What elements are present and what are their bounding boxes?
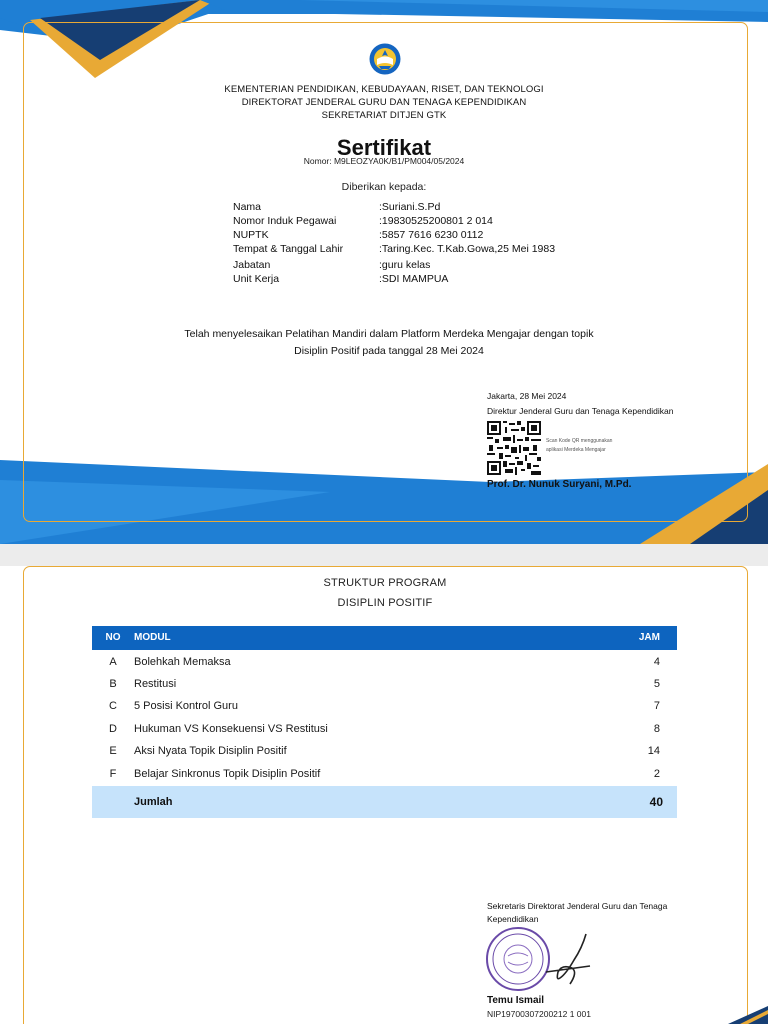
official-stamp-signature-icon [486,926,596,992]
field-label: NUPTK [233,229,269,241]
signer-name: Prof. Dr. Nunuk Suryani, M.Pd. [487,479,632,490]
field-value: :5857 7616 6230 0112 [379,229,484,241]
kemendikbud-logo-icon [369,43,401,75]
column-header-hours: JAM [638,632,660,643]
field-label: Tempat & Tanggal Lahir [233,243,344,255]
secretary-name: Temu Ismail [487,995,545,1006]
field-value: :Suriani.S.Pd [379,201,441,213]
certificate-number: Nomor: M9LEOZYA0K/B1/PM004/05/2024 [303,156,465,166]
total-hours: 40 [649,795,663,809]
program-subtitle: DISIPLIN POSITIF [337,597,433,609]
completion-text-line1: Telah menyelesaikan Pelatihan Mandiri dalam Platform Merdeka Mengajar dengan topik [184,328,594,340]
field-label: Jabatan [233,259,271,271]
field-value: :19830525200801 2 014 [379,215,493,227]
row-no: D [109,723,117,735]
corner-decoration [728,1006,768,1024]
row-module: Aksi Nyata Topik Disiplin Positif [134,745,287,757]
field-value: :Taring.Kec. T.Kab.Gowa,25 Mei 1983 [379,243,556,255]
signer-title: Direktur Jenderal Guru dan Tenaga Kependidikan [487,406,674,416]
row-module: Belajar Sinkronus Topik Disiplin Positif [134,768,321,780]
row-module: 5 Posisi Kontrol Guru [134,700,238,712]
row-hours: 7 [653,700,660,712]
row-no: F [109,768,117,780]
table-row [92,718,677,740]
qr-note-line2: aplikasi Merdeka Mengajar [546,447,606,453]
total-label: Jumlah [134,796,173,808]
field-label: Nama [233,201,262,213]
row-no: B [109,678,117,690]
row-hours: 8 [653,723,660,735]
field-value: :SDI MAMPUA [379,273,449,285]
secretariat-name: SEKRETARIAT DITJEN GTK [321,110,447,121]
table-row [92,673,677,695]
column-header-no: NO [105,632,121,643]
table-row [92,695,677,717]
program-structure-page [0,566,768,1024]
column-header-module: MODUL [134,632,171,643]
table-row [92,763,677,785]
qr-code-icon[interactable] [487,421,541,475]
row-hours: 5 [653,678,660,690]
directorate-name: DIREKTORAT JENDERAL GURU DAN TENAGA KEPENDIDIKAN [241,97,527,108]
row-no: A [109,656,117,668]
program-title: STRUKTUR PROGRAM [323,577,447,589]
row-module: Bolehkah Memaksa [134,656,231,668]
row-no: E [109,745,117,757]
row-module: Restitusi [134,678,177,690]
secretary-title-line2: Kependidikan [487,914,539,924]
given-to-label: Diberikan kepada: [341,181,427,193]
field-value: :guru kelas [379,259,431,271]
row-module: Hukuman VS Konsekuensi VS Restitusi [134,723,328,735]
field-label: Unit Kerja [233,273,280,285]
completion-text-line2: Disiplin Positif pada tanggal 28 Mei 2024 [294,345,484,357]
table-row [92,651,677,673]
qr-note-line1: Scan Kode QR menggunakan [546,438,613,444]
table-header [92,626,677,650]
place-date: Jakarta, 28 Mei 2024 [487,391,567,401]
table-row [92,740,677,762]
ministry-name: KEMENTERIAN PENDIDIKAN, KEBUDAYAAN, RISET, DAN TEKNOLOGI [224,84,544,95]
row-hours: 14 [647,745,660,757]
row-hours: 4 [653,656,660,668]
row-no: C [109,700,117,712]
secretary-nip: NIP19700307200212 1 001 [487,1009,591,1019]
table-total-row [92,786,677,818]
secretary-title-line1: Sekretaris Direktorat Jenderal Guru dan Tenaga [487,901,668,911]
row-hours: 2 [653,768,660,780]
certificate-title: Sertifikat [336,135,432,160]
field-label: Nomor Induk Pegawai [233,215,337,227]
